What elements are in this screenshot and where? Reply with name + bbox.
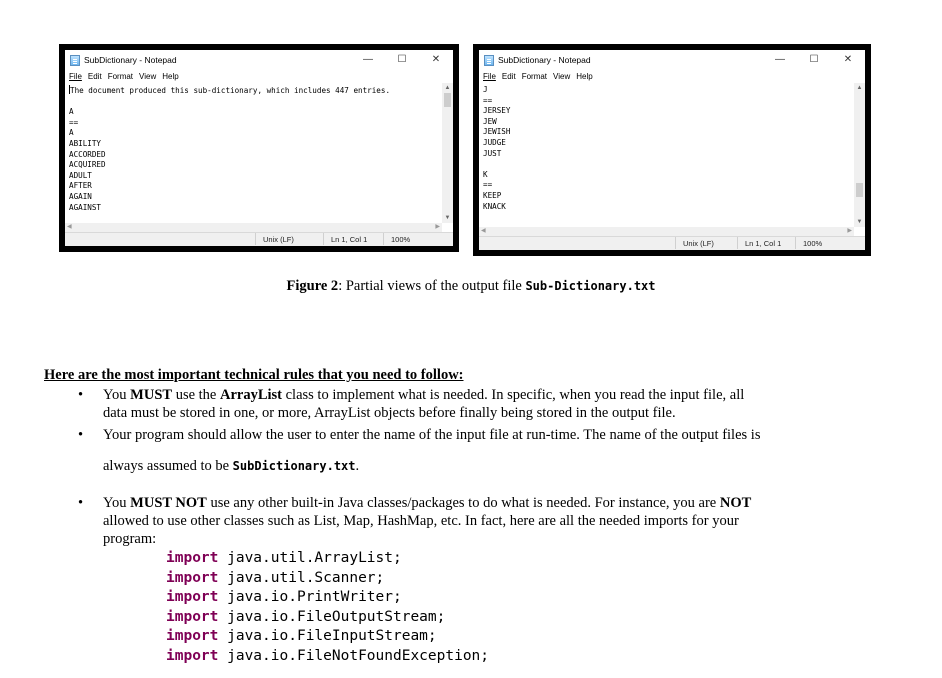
status-divider — [255, 233, 256, 245]
status-divider — [795, 237, 796, 249]
notepad-window-right — [473, 44, 871, 256]
text-line: J — [483, 85, 488, 94]
text-line: JEWISH — [483, 127, 511, 137]
status-divider — [383, 233, 384, 245]
scroll-thumb[interactable] — [444, 93, 451, 107]
text-line: == — [69, 117, 79, 127]
rule-text: You — [103, 387, 131, 403]
text-line: == — [483, 95, 493, 105]
text-line: AGAIN — [69, 191, 92, 201]
bullet-icon: • — [78, 387, 84, 403]
import-package: java.io.FileOutputStream; — [218, 608, 446, 625]
text-line: JUDGE — [483, 137, 506, 147]
import-package: java.io.FileInputStream; — [218, 628, 437, 644]
text-line: == — [483, 180, 493, 190]
horizontal-scrollbar[interactable] — [479, 227, 854, 236]
rule-text: . — [355, 458, 360, 474]
text-line: The document produced this sub-dictionary, which includes 447 entries. — [70, 86, 391, 95]
window-controls — [351, 50, 453, 70]
import-keyword: import — [166, 589, 219, 605]
rule-text: program: — [103, 531, 157, 547]
text-line: K — [483, 169, 488, 179]
window-controls — [763, 50, 865, 70]
rule-emphasis: NOT — [719, 495, 752, 511]
scroll-right-icon[interactable]: ▶ — [435, 224, 440, 230]
notepad-icon — [70, 55, 80, 66]
text-line: A — [69, 128, 74, 138]
rule-text: use any other built-in Java classes/packages to do what is needed. For instance, you are — [206, 495, 720, 511]
close-button[interactable]: ✕ — [843, 54, 853, 65]
figure-label: Figure 2 — [286, 278, 339, 294]
scroll-left-icon[interactable]: ◀ — [481, 228, 486, 234]
rule-text: data must be stored in one, or more, ArrayList objects before finally being stored in the output file. — [103, 405, 676, 421]
rule-emphasis: MUST NOT — [130, 495, 207, 511]
title-bar — [479, 50, 865, 70]
rule-emphasis: MUST — [130, 387, 173, 403]
status-line-ending: Unix (LF) — [263, 235, 294, 244]
status-divider — [737, 237, 738, 249]
notepad-window-left — [59, 44, 459, 252]
menu-help[interactable]: Help — [576, 72, 593, 81]
menu-format[interactable]: Format — [521, 72, 548, 81]
vertical-scrollbar[interactable] — [442, 83, 453, 223]
text-line: JERSEY — [483, 106, 511, 116]
minimize-button[interactable]: — — [363, 54, 373, 65]
rule-input-file — [103, 426, 760, 444]
text-line: KEEP — [483, 190, 502, 200]
minimize-button[interactable]: — — [775, 54, 785, 65]
rule-no-other-classes — [103, 494, 751, 548]
rule-text: allowed to use other classes such as List, Map, HashMap, etc. In fact, here are all the needed imports for your — [103, 513, 739, 529]
maximize-button[interactable]: ☐ — [397, 54, 407, 65]
menu-view[interactable]: View — [553, 72, 571, 81]
import-keyword: import — [166, 647, 219, 664]
rule-output-file — [103, 457, 359, 475]
vertical-scrollbar[interactable] — [854, 83, 865, 227]
text-line: ACCORDED — [69, 149, 106, 159]
menu-view[interactable]: View — [139, 72, 157, 81]
status-line-ending: Unix (LF) — [683, 239, 714, 248]
text-line: JEW — [483, 116, 497, 126]
text-line: ABILITY — [69, 138, 102, 148]
import-keyword: import — [166, 569, 219, 586]
text-line: AFTER — [69, 181, 92, 191]
rule-text: always assumed to be — [103, 458, 233, 474]
status-divider — [675, 237, 676, 249]
text-area[interactable] — [69, 85, 439, 213]
menu-file[interactable]: File — [483, 72, 496, 81]
import-package: java.util.Scanner; — [218, 569, 385, 586]
rule-text: Your program should allow the user to enter the name of the input file at run-time. The name of the output files is — [103, 427, 761, 443]
text-line: ADULT — [69, 170, 92, 180]
scroll-up-icon[interactable]: ▲ — [444, 85, 451, 91]
status-zoom: 100% — [391, 235, 411, 244]
scroll-down-icon[interactable]: ▼ — [444, 215, 451, 221]
import-package: java.io.FileNotFoundException; — [218, 647, 490, 664]
status-divider — [323, 233, 324, 245]
rule-emphasis: ArrayList — [219, 387, 282, 403]
scroll-up-icon[interactable]: ▲ — [856, 85, 863, 91]
figure-caption — [0, 278, 942, 295]
status-bar — [479, 236, 865, 250]
maximize-button[interactable]: ☐ — [809, 54, 819, 65]
text-line: AGAINST — [69, 202, 102, 212]
import-list — [166, 549, 489, 666]
notepad-body-left — [65, 50, 453, 246]
bullet-icon: • — [78, 495, 84, 511]
rule-text: use the — [172, 387, 220, 403]
text-line: A — [69, 107, 74, 117]
status-zoom: 100% — [803, 239, 823, 248]
menu-format[interactable]: Format — [107, 72, 134, 81]
menu-help[interactable]: Help — [162, 72, 179, 81]
import-keyword: import — [166, 628, 219, 644]
rule-filename: SubDictionary.txt — [232, 459, 356, 473]
caption-filename: Sub-Dictionary.txt — [525, 279, 656, 293]
rule-arraylist — [103, 386, 744, 422]
scroll-thumb[interactable] — [856, 183, 863, 197]
rules-heading: Here are the most important technical rules that you need to follow: — [44, 367, 464, 383]
menu-file[interactable]: File — [69, 72, 82, 81]
status-position: Ln 1, Col 1 — [745, 239, 782, 248]
scroll-left-icon[interactable]: ◀ — [67, 224, 72, 230]
import-keyword: import — [166, 550, 219, 566]
notepad-icon — [484, 55, 494, 66]
import-keyword: import — [166, 608, 219, 625]
title-bar — [65, 50, 453, 70]
rule-text: class to implement what is needed. In specific, when you read the input file, all — [282, 387, 745, 403]
window-title: SubDictionary - Notepad — [498, 55, 591, 65]
import-package: java.util.ArrayList; — [218, 550, 402, 566]
text-line: JUST — [483, 148, 502, 158]
status-bar — [65, 232, 453, 246]
window-title: SubDictionary - Notepad — [84, 55, 177, 65]
import-package: java.io.PrintWriter; — [218, 589, 402, 605]
menu-edit[interactable]: Edit — [87, 72, 102, 81]
text-area[interactable] — [483, 85, 851, 212]
menu-bar — [65, 70, 453, 83]
notepad-body-right — [479, 50, 865, 250]
close-button[interactable]: ✕ — [431, 54, 441, 65]
scroll-right-icon[interactable]: ▶ — [847, 228, 852, 234]
bullet-icon: • — [78, 427, 84, 443]
text-line: ACQUIRED — [69, 160, 106, 170]
menu-bar — [479, 70, 865, 83]
status-position: Ln 1, Col 1 — [331, 235, 368, 244]
menu-edit[interactable]: Edit — [501, 72, 516, 81]
text-line: KNACK — [483, 201, 506, 211]
caption-text: : Partial views of the output file — [338, 278, 526, 294]
scroll-down-icon[interactable]: ▼ — [856, 219, 863, 225]
rule-text: You — [103, 495, 131, 511]
horizontal-scrollbar[interactable] — [65, 223, 442, 232]
